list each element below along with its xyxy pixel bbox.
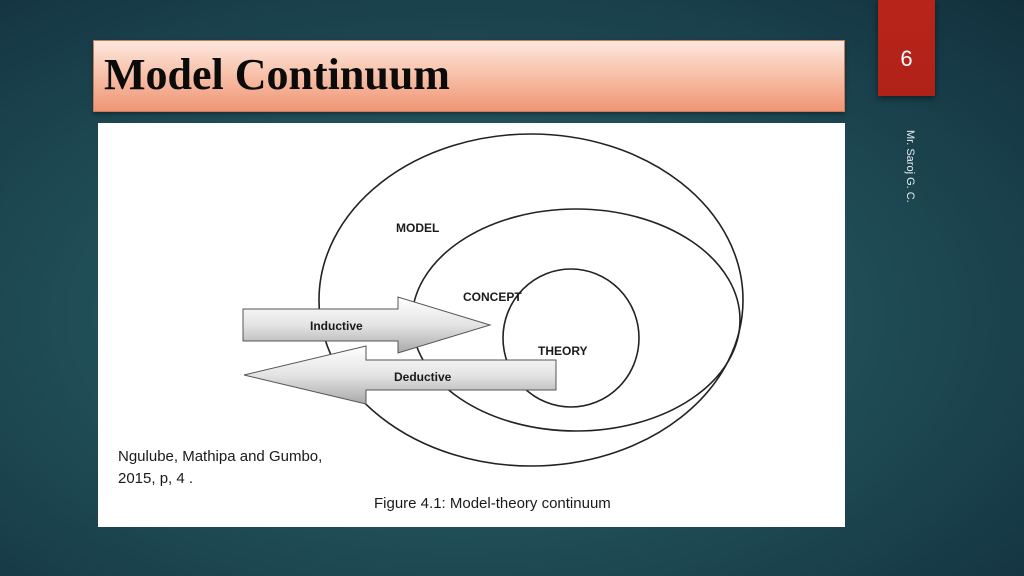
model-ellipse: [319, 134, 743, 466]
inductive-label: Inductive: [310, 319, 363, 333]
page-number-tab: [878, 0, 935, 96]
model-label: MODEL: [396, 221, 440, 235]
figure-panel: [98, 123, 845, 527]
citation-text: Ngulube, Mathipa and Gumbo, 2015, p, 4 .: [118, 448, 323, 487]
theory-label: THEORY: [538, 344, 588, 358]
concept-label: CONCEPT: [463, 290, 522, 304]
inductive-arrow: [243, 297, 490, 353]
slide-title: Model Continuum: [104, 50, 450, 99]
author-credit: Mr. Saroj G. C.: [904, 130, 916, 203]
deductive-label: Deductive: [394, 370, 452, 384]
page-number: 6: [900, 46, 913, 71]
title-bar: [93, 40, 845, 112]
figure-caption: Figure 4.1: Model-theory continuum: [374, 495, 611, 512]
